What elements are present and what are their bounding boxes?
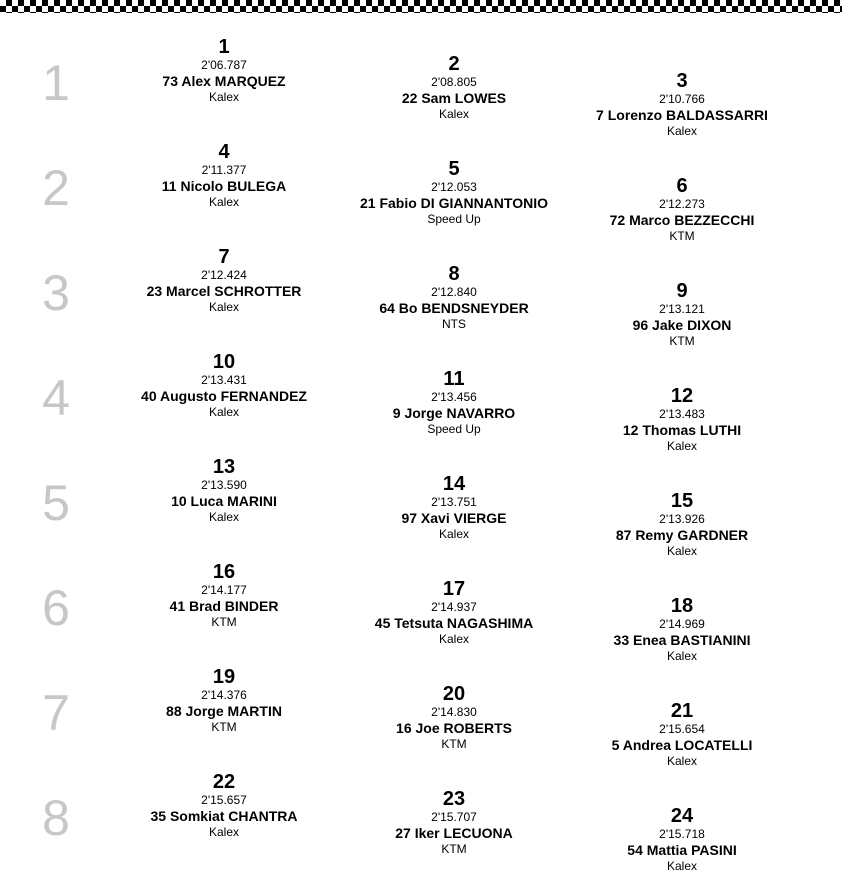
rider-name: 64 Bo BENDSNEYDER xyxy=(379,300,529,316)
lap-time: 2'13.483 xyxy=(659,407,705,421)
grid-slot xyxy=(562,70,802,139)
grid-slot xyxy=(104,246,344,315)
position: 19 xyxy=(212,666,236,688)
grid-slot xyxy=(334,158,574,227)
team-name: Kalex xyxy=(666,544,698,558)
lap-time: 2'15.657 xyxy=(201,793,247,807)
lap-time: 2'13.926 xyxy=(659,512,705,526)
team-name: Kalex xyxy=(208,90,240,104)
team-name: KTM xyxy=(441,842,467,856)
grid-slot xyxy=(334,53,574,122)
team-name: Speed Up xyxy=(427,422,481,436)
position: 2 xyxy=(448,53,460,75)
grid-slot xyxy=(104,456,344,525)
team-name: KTM xyxy=(211,615,237,629)
team-name: Kalex xyxy=(666,859,698,873)
lap-time: 2'14.830 xyxy=(431,705,477,719)
lap-time: 2'11.377 xyxy=(201,163,247,177)
grid-slot xyxy=(562,175,802,244)
team-name: Kalex xyxy=(208,195,240,209)
position: 6 xyxy=(676,175,688,197)
rider-name: 22 Sam LOWES xyxy=(401,90,507,106)
lap-time: 2'13.456 xyxy=(431,390,477,404)
team-name: Kalex xyxy=(208,405,240,419)
lap-time: 2'14.177 xyxy=(201,583,247,597)
rider-name: 33 Enea BASTIANINI xyxy=(613,632,751,648)
grid-slot xyxy=(562,490,802,559)
team-name: Kalex xyxy=(438,107,470,121)
position: 14 xyxy=(442,473,466,495)
position: 17 xyxy=(442,578,466,600)
grid-slot xyxy=(334,788,574,857)
lap-time: 2'13.121 xyxy=(659,302,705,316)
position: 18 xyxy=(670,595,694,617)
position: 1 xyxy=(218,36,230,58)
grid-slot xyxy=(104,561,344,630)
grid-slot xyxy=(334,368,574,437)
lap-time: 2'14.376 xyxy=(201,688,247,702)
lap-time: 2'12.840 xyxy=(431,285,477,299)
lap-time: 2'15.707 xyxy=(431,810,477,824)
rider-name: 11 Nicolo BULEGA xyxy=(161,178,287,194)
position: 16 xyxy=(212,561,236,583)
grid-row-number: 1 xyxy=(42,55,70,111)
lap-time: 2'12.053 xyxy=(431,180,477,194)
lap-time: 2'15.718 xyxy=(659,827,705,841)
rider-name: 88 Jorge MARTIN xyxy=(166,703,282,719)
lap-time: 2'10.766 xyxy=(659,92,705,106)
rider-name: 7 Lorenzo BALDASSARRI xyxy=(596,107,768,123)
grid-row-number: 3 xyxy=(42,265,70,321)
lap-time: 2'14.937 xyxy=(431,600,477,614)
position: 9 xyxy=(676,280,688,302)
rider-name: 45 Tetsuta NAGASHIMA xyxy=(374,615,534,631)
team-name: KTM xyxy=(441,737,467,751)
rider-name: 54 Mattia PASINI xyxy=(627,842,737,858)
rider-name: 12 Thomas LUTHI xyxy=(622,422,742,438)
position: 21 xyxy=(670,700,694,722)
position: 24 xyxy=(670,805,694,827)
rider-name: 72 Marco BEZZECCHI xyxy=(609,212,755,228)
lap-time: 2'12.273 xyxy=(659,197,705,211)
team-name: Kalex xyxy=(208,300,240,314)
position: 10 xyxy=(212,351,236,373)
position: 13 xyxy=(212,456,236,478)
rider-name: 5 Andrea LOCATELLI xyxy=(611,737,753,753)
lap-time: 2'13.431 xyxy=(201,373,247,387)
rider-name: 23 Marcel SCHROTTER xyxy=(146,283,302,299)
position: 23 xyxy=(442,788,466,810)
grid-row-number: 2 xyxy=(42,160,70,216)
grid-slot xyxy=(562,385,802,454)
lap-time: 2'14.969 xyxy=(659,617,705,631)
grid-row-number: 4 xyxy=(42,370,70,426)
grid-row-number: 5 xyxy=(42,475,70,531)
team-name: Kalex xyxy=(208,825,240,839)
checkered-flag-banner xyxy=(0,0,842,13)
team-name: KTM xyxy=(669,229,695,243)
team-name: Kalex xyxy=(666,649,698,663)
grid-slot xyxy=(562,280,802,349)
grid-slot xyxy=(334,578,574,647)
rider-name: 73 Alex MARQUEZ xyxy=(162,73,286,89)
position: 3 xyxy=(676,70,688,92)
grid-slot xyxy=(334,263,574,332)
grid-slot xyxy=(562,595,802,664)
lap-time: 2'06.787 xyxy=(201,58,247,72)
position: 15 xyxy=(670,490,694,512)
rider-name: 97 Xavi VIERGE xyxy=(401,510,507,526)
rider-name: 35 Somkiat CHANTRA xyxy=(150,808,298,824)
rider-name: 87 Remy GARDNER xyxy=(615,527,749,543)
rider-name: 16 Joe ROBERTS xyxy=(396,720,512,736)
grid-slot xyxy=(104,666,344,735)
lap-time: 2'15.654 xyxy=(659,722,705,736)
position: 8 xyxy=(448,263,460,285)
team-name: NTS xyxy=(442,317,466,331)
team-name: KTM xyxy=(669,334,695,348)
team-name: Kalex xyxy=(666,754,698,768)
team-name: Kalex xyxy=(666,439,698,453)
lap-time: 2'08.805 xyxy=(431,75,477,89)
team-name: Speed Up xyxy=(427,212,481,226)
rider-name: 21 Fabio DI GIANNANTONIO xyxy=(360,195,548,211)
position: 20 xyxy=(442,683,466,705)
rider-name: 40 Augusto FERNANDEZ xyxy=(141,388,307,404)
grid-slot xyxy=(104,36,344,105)
grid-row-number: 6 xyxy=(42,580,70,636)
team-name: Kalex xyxy=(666,124,698,138)
team-name: Kalex xyxy=(438,527,470,541)
rider-name: 41 Brad BINDER xyxy=(169,598,279,614)
position: 11 xyxy=(443,368,465,390)
lap-time: 2'13.751 xyxy=(431,495,477,509)
grid-slot xyxy=(562,805,802,874)
grid-slot xyxy=(104,771,344,840)
grid-row-number: 7 xyxy=(42,685,70,741)
grid-slot xyxy=(104,141,344,210)
grid-slot xyxy=(562,700,802,769)
grid-slot xyxy=(104,351,344,420)
rider-name: 27 Iker LECUONA xyxy=(395,825,513,841)
position: 7 xyxy=(218,246,230,268)
position: 12 xyxy=(670,385,694,407)
lap-time: 2'12.424 xyxy=(201,268,247,282)
rider-name: 96 Jake DIXON xyxy=(632,317,732,333)
lap-time: 2'13.590 xyxy=(201,478,247,492)
team-name: KTM xyxy=(211,720,237,734)
position: 4 xyxy=(218,141,230,163)
rider-name: 9 Jorge NAVARRO xyxy=(392,405,516,421)
rider-name: 10 Luca MARINI xyxy=(171,493,277,509)
team-name: Kalex xyxy=(438,632,470,646)
team-name: Kalex xyxy=(208,510,240,524)
grid-slot xyxy=(334,473,574,542)
position: 22 xyxy=(212,771,236,793)
position: 5 xyxy=(448,158,460,180)
grid-row-number: 8 xyxy=(42,790,70,846)
grid-slot xyxy=(334,683,574,752)
